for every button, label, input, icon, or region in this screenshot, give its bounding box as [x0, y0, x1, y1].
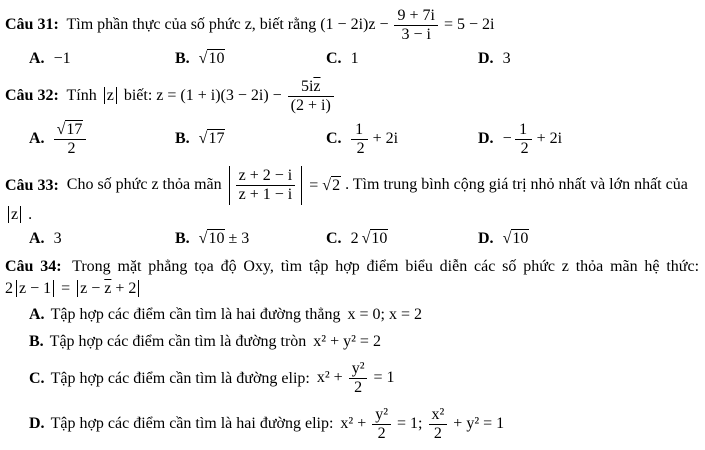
option-key: A.: [29, 49, 45, 67]
z-conjugate: $\overline{z}$: [104, 280, 112, 298]
question-34-option-b: [5, 332, 699, 352]
fraction: [429, 406, 448, 443]
question-32-stem: Tính: [66, 86, 97, 104]
radicand: 17: [208, 130, 225, 148]
question-31-expression: [320, 7, 495, 43]
question-32-options: [5, 120, 699, 159]
option-key: B.: [29, 333, 44, 351]
option-value: −1: [53, 49, 71, 67]
period: .: [28, 206, 33, 224]
fraction-numerator: y²: [372, 406, 391, 425]
fraction: [236, 167, 296, 204]
math-prefix: x² +: [340, 415, 367, 433]
question-34-relation: [5, 279, 699, 299]
option-math: x² + y² = 2: [313, 333, 381, 351]
option-value: 1: [350, 49, 359, 67]
question-32: [5, 77, 699, 116]
fraction-numerator: z + 2 − i: [236, 167, 296, 186]
question-32-stem-post: biết:: [123, 86, 153, 104]
question-33-tail: . Tìm trung bình cộng giá trị nhỏ nhất và lớn nhất của: [345, 176, 688, 194]
option-key: B.: [175, 230, 190, 248]
question-34-option-c: [5, 359, 699, 398]
fraction-denominator: (2 + i): [290, 96, 331, 114]
expr-prefix: (1 − 2i)z −: [320, 16, 389, 34]
minus-sign: −: [502, 130, 512, 148]
radicand: 10: [208, 230, 225, 248]
fraction-denominator: 2: [67, 139, 76, 157]
z-conjugate: $\overline{z}$: [313, 77, 321, 95]
option-key: C.: [326, 230, 342, 248]
fraction-denominator: 2: [356, 139, 365, 157]
coefficient: 2: [350, 230, 359, 248]
radicand: 2: [332, 176, 341, 194]
option-key: C.: [29, 369, 45, 387]
question-34-option-a: [5, 305, 699, 325]
fraction: [349, 360, 368, 397]
option-key: C.: [326, 49, 342, 67]
option-key: A.: [29, 230, 45, 248]
expr-prefix: z = (1 + i)(3 − 2i) −: [156, 86, 282, 104]
question-32-expression: [156, 77, 336, 114]
fraction-numerator: 1: [515, 121, 532, 140]
radicand: 10: [208, 49, 225, 67]
question-33-option-d: [478, 229, 699, 249]
abs-part: z −: [80, 280, 101, 298]
question-32-label: Câu 32:: [5, 86, 59, 104]
question-31-stem: Tìm phần thực của số phức z, biết rằng: [66, 16, 317, 34]
question-34-option-d: [5, 405, 699, 444]
fraction-numerator: [288, 78, 334, 97]
math-prefix: x² +: [316, 369, 343, 387]
radicand: 10: [371, 230, 388, 248]
equals-sign: =: [61, 280, 71, 298]
fraction-denominator: 2: [354, 379, 363, 397]
question-31-option-c: [326, 49, 478, 69]
fraction: [288, 78, 334, 115]
abs-z: z: [8, 206, 21, 223]
question-34-stem: Trong mặt phẳng tọa độ Oxy, tìm tập hợp điểm biểu diễn các số phức z thỏa mãn hệ thức:: [72, 258, 700, 276]
fraction-denominator: 2: [520, 139, 529, 157]
fraction-numerator: 9 + 7i: [394, 7, 437, 26]
question-31-label: Câu 31:: [5, 16, 59, 34]
fraction-denominator: 2: [377, 424, 386, 442]
square-root: [199, 229, 226, 249]
abs-z: z: [104, 87, 117, 104]
question-33-expression: [226, 167, 345, 204]
square-root: [199, 129, 226, 149]
equals-sign: =: [309, 176, 319, 194]
option-key: D.: [478, 130, 494, 148]
option-text: Tập hợp các điểm cần tìm là đường elip:: [50, 369, 310, 387]
square-root: [503, 229, 530, 249]
fraction: [351, 121, 368, 158]
math-suffix: + y² = 1: [453, 415, 505, 433]
fraction-denominator: 3 − i: [401, 25, 431, 43]
abs-expression: [77, 280, 139, 297]
option-suffix: + 2i: [536, 130, 563, 148]
square-root: [57, 120, 84, 138]
question-31: [5, 6, 699, 45]
option-key: D.: [478, 49, 494, 67]
numerator-coefficient: 5i: [300, 77, 314, 95]
square-root: [322, 176, 341, 194]
expr-suffix: = 5 − 2i: [443, 16, 495, 34]
abs-fraction: [229, 166, 303, 205]
fraction: [372, 406, 391, 443]
square-root: [362, 229, 389, 249]
option-text: Tập hợp các điểm cần tìm là hai đường thẳng: [50, 306, 341, 324]
question-33-option-c: [326, 229, 478, 249]
option-key: D.: [29, 415, 45, 433]
math-mid: = 1;: [397, 415, 423, 433]
option-value: 3: [53, 230, 62, 248]
math-suffix: = 1: [373, 369, 395, 387]
fraction-denominator: z + 1 − i: [238, 186, 293, 204]
option-text: Tập hợp các điểm cần tìm là hai đường elip:: [50, 415, 334, 433]
question-32-option-a: [29, 120, 175, 159]
option-text: Tập hợp các điểm cần tìm là đường tròn: [49, 333, 307, 351]
option-suffix: + 2i: [372, 130, 399, 148]
option-suffix: ± 3: [228, 230, 250, 248]
abs-expression: z − 1: [16, 280, 54, 297]
option-math: x = 0; x = 2: [347, 306, 423, 324]
question-34: [5, 257, 699, 277]
question-33-options: [5, 229, 699, 249]
fraction-numerator: 1: [351, 121, 368, 140]
question-31-options: [5, 49, 699, 69]
fraction-numerator: [54, 121, 87, 140]
question-32-option-d: [478, 120, 699, 159]
option-key: D.: [478, 230, 494, 248]
question-33-option-a: [29, 229, 175, 249]
question-32-option-c: [326, 120, 478, 159]
question-33: [5, 166, 699, 225]
question-31-option-a: [29, 49, 175, 69]
option-key: A.: [29, 306, 45, 324]
question-33-stem: Cho số phức z thỏa mãn: [66, 176, 222, 194]
fraction: [54, 121, 87, 158]
question-33-option-b: [175, 229, 326, 249]
abs-part: + 2: [115, 280, 137, 298]
option-math: [340, 405, 504, 444]
question-34-label: Câu 34:: [5, 258, 62, 276]
question-31-option-d: [478, 49, 699, 69]
fraction: [515, 121, 532, 158]
fraction-numerator: y²: [349, 360, 368, 379]
option-value: 3: [502, 49, 511, 67]
radicand: 10: [512, 230, 529, 248]
coefficient: 2: [5, 280, 13, 298]
question-33-label: Câu 33:: [5, 176, 59, 194]
question-31-option-b: [175, 49, 326, 69]
question-32-option-b: [175, 129, 326, 149]
option-key: A.: [29, 130, 45, 148]
square-root: [199, 49, 226, 69]
fraction: [394, 7, 437, 44]
fraction-denominator: 2: [433, 424, 442, 442]
option-math: [317, 359, 395, 398]
option-key: C.: [326, 130, 342, 148]
option-key: B.: [175, 130, 190, 148]
radicand: 17: [66, 120, 83, 138]
option-key: B.: [175, 49, 190, 67]
fraction-numerator: x²: [429, 406, 448, 425]
